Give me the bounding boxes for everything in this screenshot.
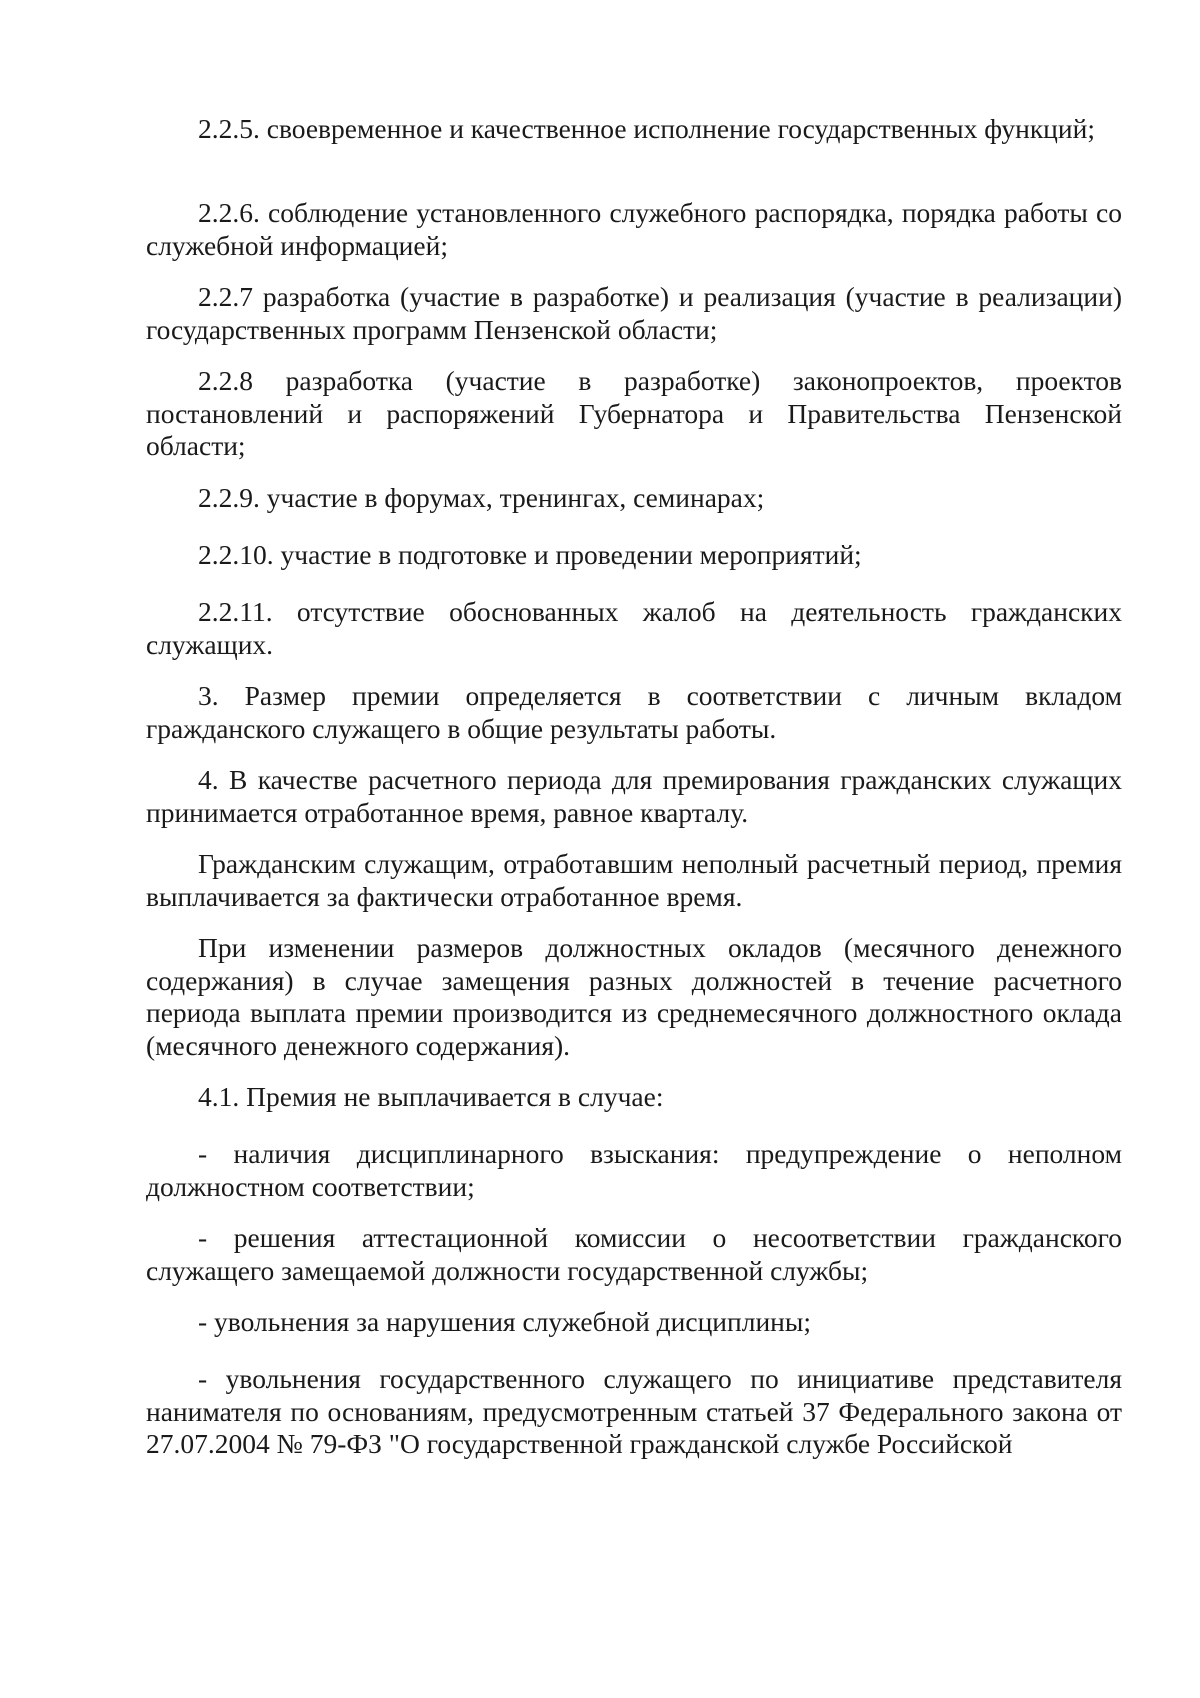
paragraph-4-1-dismissal: - увольнения за нарушения служебной дисциплины;: [198, 1306, 812, 1337]
paragraph-2-2-6: 2.2.6. соблюдение установленного служебного распорядка, порядка работы со служебной информацией;: [146, 197, 1122, 261]
paragraph-4-1: 4.1. Премия не выплачивается в случае:: [198, 1081, 664, 1112]
paragraph-2-2-11: 2.2.11. отсутствие обоснованных жалоб на деятельность гражданских служащих.: [146, 596, 1122, 660]
paragraph-2-2-9: 2.2.9. участие в форумах, тренингах, семинарах;: [198, 482, 765, 513]
paragraph-4-1-disciplinary: - наличия дисциплинарного взыскания: предупреждение о неполном должностном соответствии;: [146, 1138, 1122, 1202]
paragraph-4: 4. В качестве расчетного периода для премирования гражданских служащих принимается отработанное время, равное кварталу.: [146, 764, 1122, 828]
paragraph-3: 3. Размер премии определяется в соответствии с личным вкладом гражданского служащего в общие результаты работы.: [146, 680, 1122, 744]
paragraph-4-part-time: Гражданским служащим, отработавшим неполный расчетный период, премия выплачивается за фактически отработанное время.: [146, 848, 1122, 912]
paragraph-2-2-5: 2.2.5. своевременное и качественное исполнение государственных функций;: [198, 113, 1095, 144]
paragraph-2-2-7: 2.2.7 разработка (участие в разработке) и реализация (участие в реализации) государственных программ Пензенской области;: [146, 281, 1122, 345]
paragraph-4-1-employer-initiative: - увольнения государственного служащего по инициативе представителя нанимателя по основаниям, предусмотренным статьей 37 Федерального закона от 27.07.2004 № 79-ФЗ "О государственной гражданской службе Российской: [146, 1363, 1122, 1459]
paragraph-4-salary-change: При изменении размеров должностных окладов (месячного денежного содержания) в случае замещения разных должностей в течение расчетного периода выплата премии производится из среднемесячного должностного оклада (месячного денежного содержания).: [146, 932, 1122, 1061]
paragraph-2-2-10: 2.2.10. участие в подготовке и проведении мероприятий;: [198, 539, 862, 570]
paragraph-4-1-attestation: - решения аттестационной комиссии о несоответствии гражданского служащего замещаемой должности государственной службы;: [146, 1222, 1122, 1286]
paragraph-2-2-8: 2.2.8 разработка (участие в разработке) законопроектов, проектов постановлений и распоряжений Губернатора и Правительства Пензенской области;: [146, 365, 1122, 461]
